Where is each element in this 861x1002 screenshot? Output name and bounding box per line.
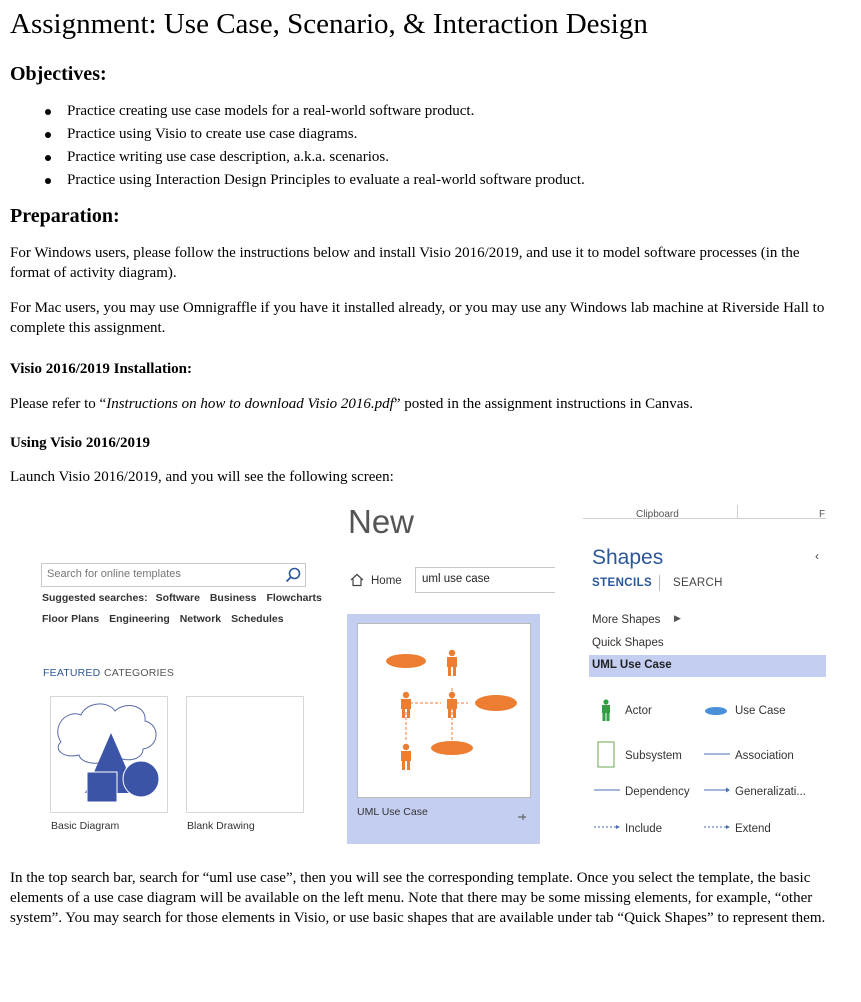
tab-search[interactable]: SEARCH <box>673 577 723 589</box>
actor-shape-label[interactable]: Actor <box>625 705 652 717</box>
list-item: Practice writing use case description, a.k.a. scenarios. <box>10 146 830 169</box>
generalization-shape-icon[interactable] <box>704 787 730 793</box>
ribbon-divider <box>737 505 738 519</box>
installation-paragraph <box>10 394 850 414</box>
preparation-paragraph-windows: For Windows users, please follow the instructions below and install Visio 2016/2019, and use it to model software processes (in the format of activity diagram). <box>10 245 800 281</box>
blank-drawing-label: Blank Drawing <box>187 820 255 832</box>
suggested-link-engineering[interactable]: Engineering <box>109 613 170 625</box>
extend-shape-label[interactable]: Extend <box>735 823 771 835</box>
extend-shape-icon[interactable] <box>704 824 730 830</box>
installation-heading: Visio 2016/2019 Installation: <box>10 361 192 377</box>
include-shape-icon[interactable] <box>594 824 620 830</box>
search-icon[interactable] <box>285 567 301 583</box>
search-placeholder: Search for online templates <box>47 568 181 580</box>
blank-drawing-thumbnail[interactable] <box>186 696 304 813</box>
basic-diagram-label: Basic Diagram <box>51 820 120 832</box>
uml-use-case-stencil[interactable] <box>589 655 826 677</box>
ribbon-clipboard-label: Clipboard <box>636 509 679 520</box>
tab-categories[interactable]: CATEGORIES <box>104 667 175 679</box>
list-item: Practice creating use case models for a real-world software product. <box>10 100 830 123</box>
suggested-searches-row <box>42 592 322 604</box>
include-shape-label[interactable]: Include <box>625 823 663 835</box>
dependency-shape-icon[interactable] <box>594 787 620 793</box>
basic-diagram-thumbnail[interactable] <box>50 696 168 813</box>
using-visio-heading: Using Visio 2016/2019 <box>10 435 151 451</box>
actor-shape-icon[interactable] <box>600 699 612 721</box>
ribbon-strip <box>583 505 826 519</box>
use-case-shape-icon[interactable] <box>704 706 728 716</box>
preparation-paragraph-mac: For Mac users, you may use Omnigraffle if you have it installed already, or you may use any Windows lab machine at Riverside Hall to complete this assignment. <box>10 300 825 336</box>
suggested-link-flowcharts[interactable]: Flowcharts <box>266 592 322 604</box>
dependency-shape-label[interactable]: Dependency <box>625 786 690 798</box>
uml-use-case-stencil-label: UML Use Case <box>592 659 672 671</box>
list-item: Practice using Visio to create use case diagrams. <box>10 123 830 146</box>
page-title: Assignment: Use Case, Scenario, & Interaction Design <box>10 8 648 40</box>
suggested-label: Suggested searches: <box>42 592 148 604</box>
suggested-searches-row-2 <box>42 613 284 625</box>
suggested-link-business[interactable]: Business <box>209 592 257 604</box>
uml-search-input[interactable] <box>415 567 555 593</box>
shapes-pane-title: Shapes <box>592 546 664 569</box>
use-case-shape-label[interactable]: Use Case <box>735 705 786 717</box>
uml-diagram-preview-icon <box>358 624 530 797</box>
objectives-heading: Objectives: <box>10 63 107 85</box>
installation-text-after: ” posted in the assignment instructions in Canvas. <box>393 396 693 412</box>
objectives-list <box>10 100 830 192</box>
closing-paragraph: In the top search bar, search for “uml use case”, then you will see the corresponding template. Once you select the template, the basic elements of a use case diagram will be available on the left menu. Note that there may be some missing elements, for example, “other system”. You may search for those elements in Visio, or use basic shapes that are available under tab “Quick Shapes” to represent them. <box>10 870 826 926</box>
home-icon[interactable] <box>350 573 364 587</box>
more-shapes-menu[interactable]: More Shapes <box>592 614 661 626</box>
tab-divider <box>659 575 660 591</box>
suggested-link-network[interactable]: Network <box>179 613 222 625</box>
list-item: Practice using Interaction Design Principles to evaluate a real-world software product. <box>10 169 830 192</box>
subsystem-shape-label[interactable]: Subsystem <box>625 750 682 762</box>
pin-icon[interactable] <box>517 812 527 822</box>
collapse-pane-chevron-icon[interactable]: ‹ <box>815 549 819 563</box>
suggested-link-floor-plans[interactable]: Floor Plans <box>42 613 100 625</box>
tab-stencils[interactable]: STENCILS <box>592 577 653 589</box>
new-heading: New <box>348 503 415 540</box>
basic-diagram-shapes-icon <box>51 697 167 812</box>
using-visio-paragraph: Launch Visio 2016/2019, and you will see the following screen: <box>10 469 394 485</box>
preparation-heading: Preparation: <box>10 205 120 227</box>
uml-search-value: uml use case <box>422 573 490 585</box>
template-search-input[interactable] <box>41 563 306 587</box>
tab-featured[interactable]: FEATURED <box>43 667 101 679</box>
ribbon-font-label: F <box>819 509 826 520</box>
quick-shapes-menu[interactable]: Quick Shapes <box>592 637 664 649</box>
more-shapes-arrow-icon[interactable]: ▶ <box>674 613 681 623</box>
uml-template-preview <box>357 623 531 798</box>
association-shape-icon[interactable] <box>704 751 730 757</box>
association-shape-label[interactable]: Association <box>735 750 794 762</box>
uml-template-label: UML Use Case <box>357 806 428 818</box>
home-link[interactable]: Home <box>371 575 402 587</box>
generalization-shape-label[interactable]: Generalizati... <box>735 786 806 798</box>
subsystem-shape-icon[interactable] <box>597 741 615 768</box>
installation-text-before: Please refer to “ <box>10 396 107 412</box>
instructions-document-title: Instructions on how to download Visio 2016.pdf <box>106 396 394 412</box>
suggested-link-software[interactable]: Software <box>155 592 200 604</box>
suggested-link-schedules[interactable]: Schedules <box>231 613 284 625</box>
